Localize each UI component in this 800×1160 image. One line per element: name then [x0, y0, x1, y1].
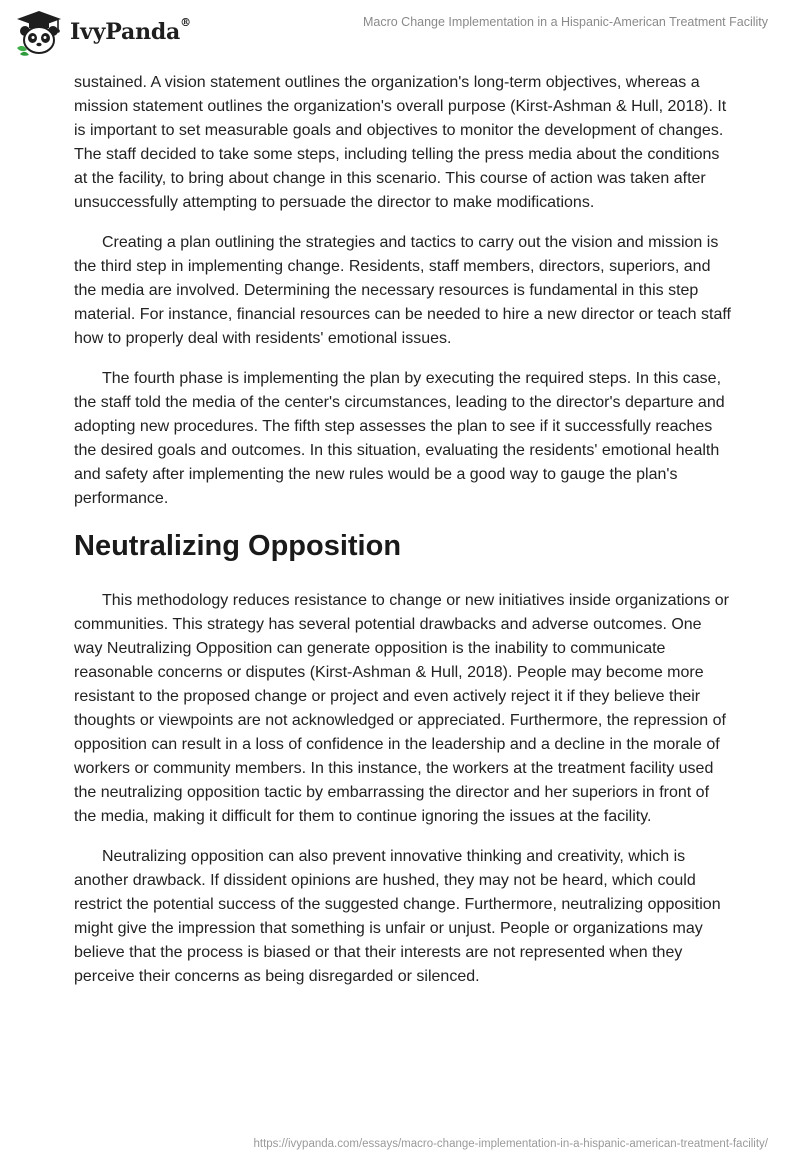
panda-graduate-icon: [14, 10, 64, 56]
paragraph-1: sustained. A vision statement outlines the organization's long-term objectives, whereas a mission statement outlines the organization's overall purpose (Kirst-Ashman & Hull, 2018). It is important to set measurable goals and objectives to monitor the development of changes. The staff decided to take some steps, including telling the press media about the conditions at the facility, to bring about change in this scenario. This course of action was taken after unsuccessfully attempting to persuade the director to make modifications.: [74, 74, 727, 211]
section-heading: Neutralizing Opposition: [74, 530, 402, 562]
footer-url[interactable]: https://ivypanda.com/essays/macro-change-implementation-in-a-hispanic-american-treatment-facility/: [253, 1138, 768, 1150]
paragraph-3: The fourth phase is implementing the plan by executing the required steps. In this case, the staff told the media of the center's circumstances, leading to the director's departure and adopting new procedures. The fifth step assesses the plan to see if it successfully reaches the desired goals and outcomes. In this situation, evaluating the residents' emotional health and safety after implementing the new rules would be a good way to gauge the plan's performance.: [74, 370, 725, 507]
paragraph-2: Creating a plan outlining the strategies and tactics to carry out the vision and mission is the third step in implementing change. Residents, staff members, directors, superiors, and the media are involved. Determining the necessary resources is fundamental in this step material. For instance, financial resources can be needed to hire a new director or teach staff how to properly deal with residents' emotional issues.: [74, 234, 731, 347]
logo-text: IvyPanda®: [70, 16, 191, 45]
ivypanda-logo[interactable]: [14, 10, 191, 56]
paragraph-4: This methodology reduces resistance to change or new initiatives inside organizations or communities. This strategy has several potential drawbacks and adverse outcomes. One way Neutralizing Opposition can generate opposition is the inability to communicate reasonable concerns or disputes (Kirst-Ashman & Hull, 2018). People may become more resistant to the proposed change or project and even actively reject it if they believe their thoughts or viewpoints are not acknowledged or appreciated. Furthermore, the repression of opposition can result in a loss of confidence in the leadership and a decline in the morale of workers or community members. In this instance, the workers at the treatment facility used the neutralizing opposition tactic by embarrassing the director and her superiors in front of the media, making it difficult for them to continue ignoring the issues at the facility.: [74, 592, 730, 825]
page-header: [0, 0, 800, 70]
paragraph-5: Neutralizing opposition can also prevent innovative thinking and creativity, which is another drawback. If dissident opinions are hushed, they may not be heard, which could restrict the potential success of the suggested change. Furthermore, neutralizing opposition might give the impression that something is unfair or unjust. People or organizations may believe that the process is biased or that their interests are not represented when they perceive their concerns as being disregarded or silenced.: [74, 848, 721, 985]
document-title: Macro Change Implementation in a Hispanic-American Treatment Facility: [362, 15, 768, 29]
essay-content: [74, 71, 734, 1005]
